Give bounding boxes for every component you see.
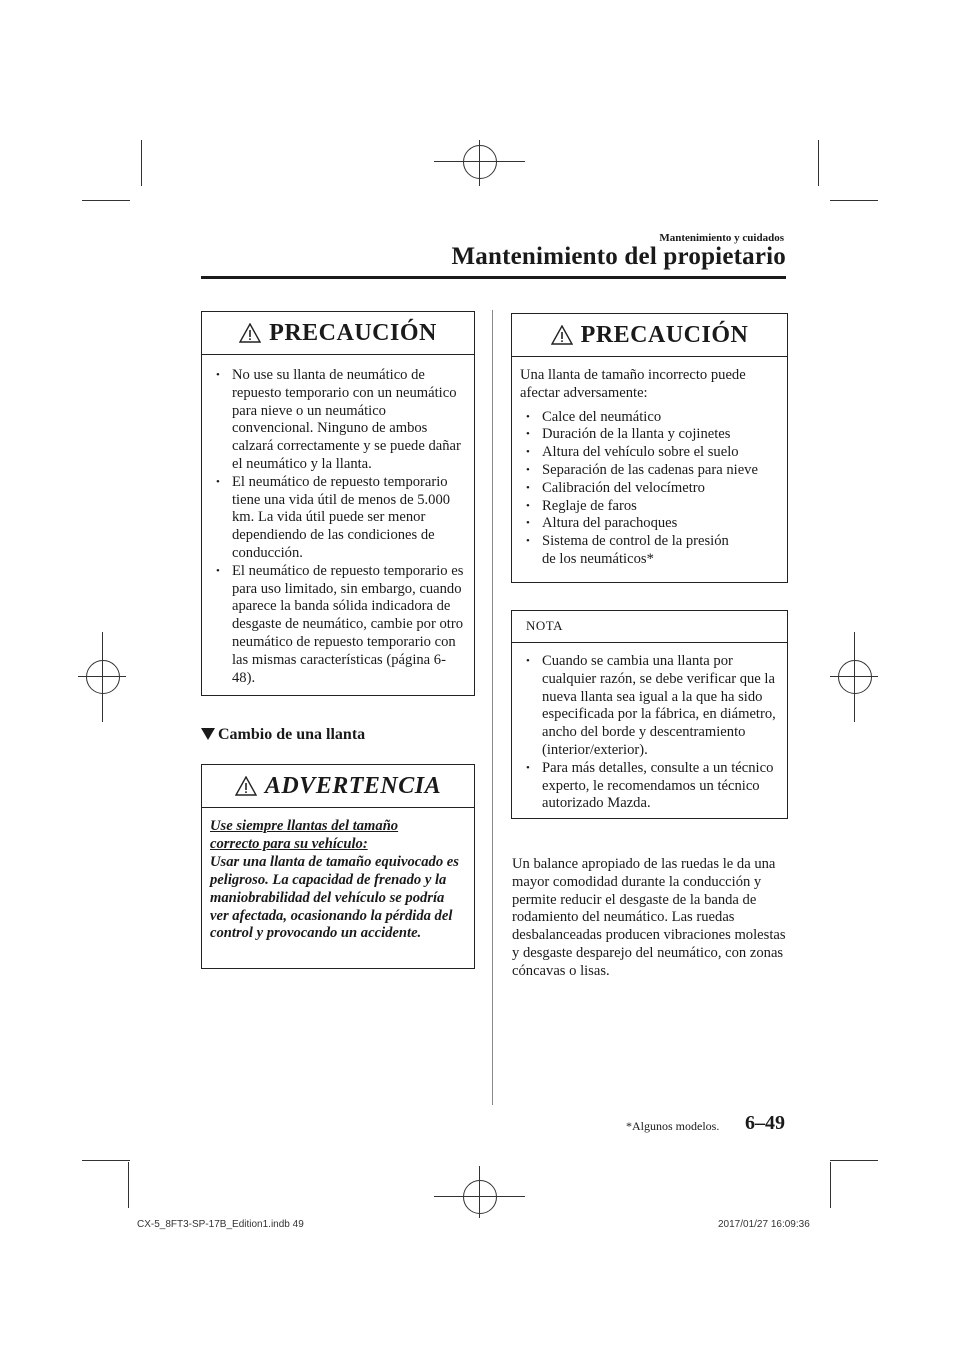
caution-box-right — [511, 313, 788, 583]
caution-box-left — [201, 311, 475, 696]
registration-mark — [479, 1166, 480, 1218]
imprint-date: 2017/01/27 16:09:36 — [718, 1219, 810, 1230]
caution-list — [512, 409, 787, 569]
caution-list — [202, 355, 474, 687]
warning-box — [201, 764, 475, 969]
warning-triangle-icon — [551, 325, 573, 345]
body-paragraph: Un balance apropiado de las ruedas le da una mayor comodidad durante la conducción y permite reducir el desgaste de la banda de rodamiento del neumático. Las ruedas desbalanceadas producen vibraciones molestas y desgaste desparejo del neumático, con zonas cóncavas o lisas. — [512, 856, 786, 979]
section-heading — [201, 726, 365, 744]
list-item: • El neumático de repuesto temporario es para uso limitado, sin embargo, cuando aparece la banda sólida indicadora de desgaste de neumático, cambie por otro neumático de repuesto temporario con las mismas características (página 6-48). — [208, 563, 468, 688]
list-item: • Separación de las cadenas para nieve — [518, 462, 783, 480]
crop-mark — [82, 200, 130, 201]
crop-mark — [141, 140, 142, 186]
footnote: *Algunos modelos. — [626, 1119, 720, 1133]
list-item: • El neumático de repuesto temporario tiene una vida útil de menos de 5.000 km. La vida útil puede ser menor dependiendo de las condiciones de conducción. — [208, 474, 468, 563]
section-heading-text: Cambio de una llanta — [218, 726, 366, 743]
registration-mark — [838, 660, 872, 694]
section-marker-icon — [201, 728, 215, 740]
note-list — [512, 643, 787, 813]
warning-lead: Use siempre llantas del tamaño correcto para su vehículo: — [210, 818, 399, 852]
warning-triangle-icon — [239, 323, 261, 343]
list-item: • Altura del parachoques — [518, 515, 783, 533]
column-divider — [492, 310, 493, 1105]
warning-body — [202, 808, 474, 943]
list-item: • Calibración del velocímetro — [518, 480, 783, 498]
page-number: 6–49 — [745, 1112, 785, 1134]
warning-text: Usar una llanta de tamaño equivocado es peligroso. La capacidad de frenado y la maniobrabilidad del vehículo se podría ver afectada, ocasionando la pérdida del control y provocando un accidente. — [210, 853, 459, 942]
note-title: NOTA — [512, 611, 787, 643]
caution-header — [202, 312, 474, 355]
registration-mark — [479, 140, 480, 186]
list-item: • Calce del neumático — [518, 409, 783, 427]
crop-mark — [830, 1160, 878, 1161]
list-item: • No use su llanta de neumático de repuesto temporario con un neumático para nieve o un neumático convencional. Ninguno de ambos calzará correctamente y se puede dañar el neumático y la llanta. — [208, 367, 468, 474]
list-item: • Cuando se cambia una llanta por cualquier razón, se debe verificar que la nueva llanta sea igual a la que ha sido especificada por la fábrica, en diámetro, ancho del borde y descentramiento (interior/exterior). — [518, 653, 781, 760]
crop-mark — [830, 1162, 831, 1208]
section-label: Mantenimiento y cuidados — [659, 232, 784, 244]
caution-header — [512, 314, 787, 357]
header-rule — [201, 276, 786, 279]
registration-mark — [854, 632, 855, 722]
imprint-file: CX-5_8FT3-SP-17B_Edition1.indb 49 — [137, 1219, 304, 1230]
list-item: • Duración de la llanta y cojinetes — [518, 426, 783, 444]
list-item: • Para más detalles, consulte a un técnico experto, le recomendamos un técnico autorizado Mazda. — [518, 760, 781, 813]
crop-mark — [128, 1162, 129, 1208]
note-box — [511, 610, 788, 819]
list-item: • Sistema de control de la presión de los neumáticos* — [518, 533, 783, 569]
warning-header — [202, 765, 474, 808]
list-item: • Reglaje de faros — [518, 498, 783, 516]
warning-title: ADVERTENCIA — [264, 772, 442, 799]
crop-mark — [818, 140, 819, 186]
caution-intro: Una llanta de tamaño incorrecto puede afectar adversamente: — [520, 367, 746, 401]
caution-title: PRECAUCIÓN — [580, 321, 749, 348]
registration-mark — [102, 632, 103, 722]
caution-title: PRECAUCIÓN — [269, 319, 437, 346]
warning-triangle-icon — [235, 776, 257, 796]
registration-mark — [86, 660, 120, 694]
crop-mark — [82, 1160, 130, 1161]
registration-mark — [463, 1180, 497, 1214]
crop-mark — [830, 200, 878, 201]
list-item: • Altura del vehículo sobre el suelo — [518, 444, 783, 462]
registration-mark — [463, 145, 497, 179]
page-title: Mantenimiento del propietario — [451, 243, 786, 270]
